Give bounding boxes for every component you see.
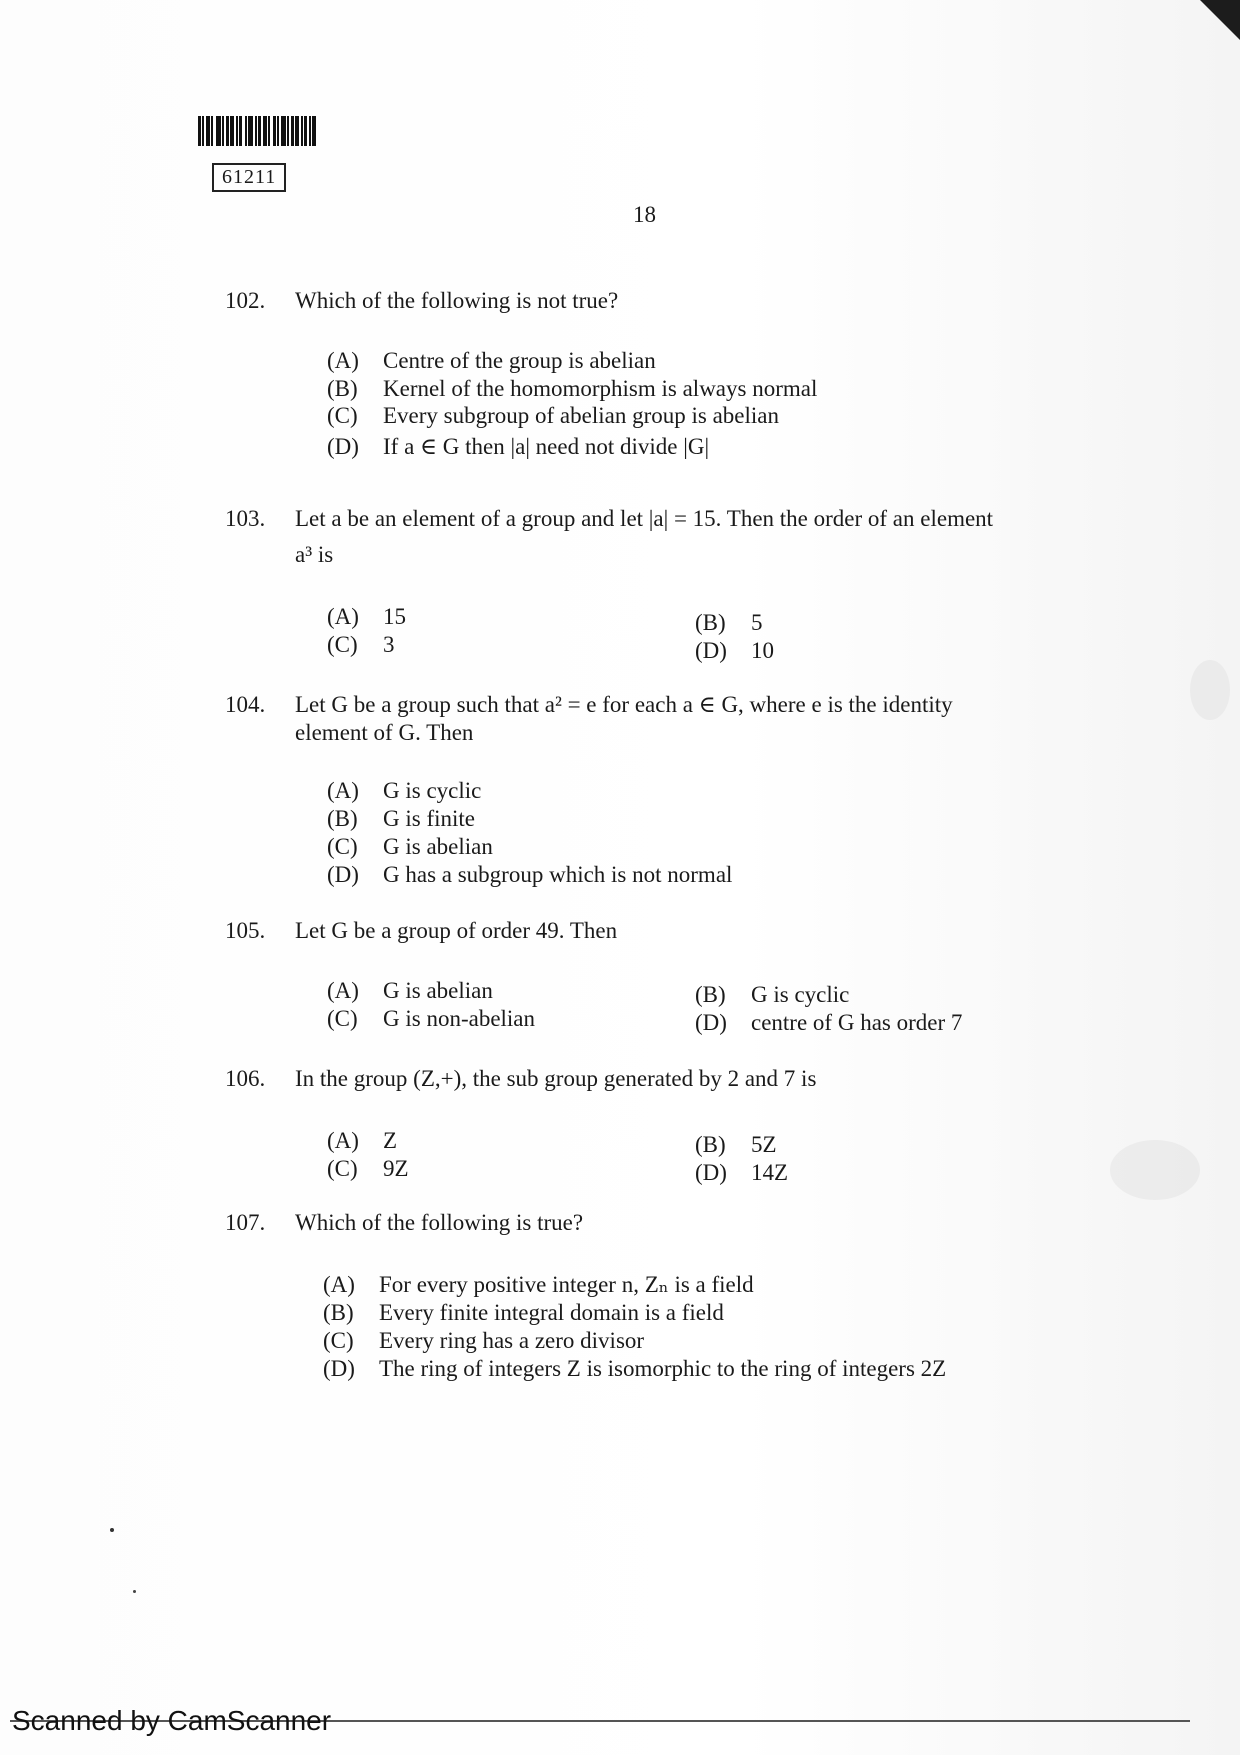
question-103 bbox=[225, 506, 1125, 666]
question-105 bbox=[225, 918, 1125, 1038]
question-text: Which of the following is not true? bbox=[295, 288, 619, 313]
question-number: 102. bbox=[225, 288, 266, 313]
scan-speck bbox=[110, 1528, 114, 1532]
question-text: Which of the following is true? bbox=[295, 1210, 584, 1235]
option-b: (B) 5 bbox=[695, 610, 763, 635]
scanner-watermark: Scanned by CamScanner bbox=[12, 1705, 332, 1736]
option-b: (B) Kernel of the homomorphism is always normal bbox=[327, 376, 818, 401]
option-a: (A) For every positive integer n, Zₙ is a field bbox=[323, 1272, 754, 1297]
question-106 bbox=[225, 1066, 1125, 1186]
option-d: (D) G has a subgroup which is not normal bbox=[327, 862, 733, 887]
option-a: (A) Z bbox=[327, 1128, 398, 1153]
question-text: Let G be a group of order 49. Then bbox=[295, 918, 618, 943]
question-number: 107. bbox=[225, 1210, 266, 1235]
option-c: (C) G is non-abelian bbox=[327, 1006, 536, 1031]
option-b: (B) 5Z bbox=[695, 1132, 777, 1157]
option-b: (B) G is finite bbox=[327, 806, 475, 831]
option-d: (D) centre of G has order 7 bbox=[695, 1010, 963, 1035]
question-text: Let a be an element of a group and let |a| = 15. Then the order of an element bbox=[295, 506, 994, 531]
option-c: (C) Every subgroup of abelian group is abelian bbox=[327, 403, 779, 428]
question-102 bbox=[225, 288, 1125, 468]
question-number: 103. bbox=[225, 506, 266, 531]
question-text: Let G be a group such that a² = e for each a ∈ G, where e is the identity bbox=[295, 692, 953, 717]
option-a: (A) G is cyclic bbox=[327, 778, 482, 803]
option-a: (A) 15 bbox=[327, 604, 406, 629]
option-d: (D) 14Z bbox=[695, 1160, 789, 1185]
option-b: (B) G is cyclic bbox=[695, 982, 850, 1007]
option-d: (D) If a ∈ G then |a| need not divide |G| bbox=[327, 434, 710, 459]
option-c: (C) G is abelian bbox=[327, 834, 493, 859]
scan-smudge bbox=[1110, 1140, 1200, 1200]
question-number: 104. bbox=[225, 692, 266, 717]
question-number: 106. bbox=[225, 1066, 266, 1091]
page-corner-shadow bbox=[1200, 0, 1240, 40]
option-a: (A) Centre of the group is abelian bbox=[327, 348, 656, 373]
question-104 bbox=[225, 692, 1125, 892]
page-number: 18 bbox=[633, 202, 656, 227]
option-c: (C) Every ring has a zero divisor bbox=[323, 1328, 645, 1353]
option-a: (A) G is abelian bbox=[327, 978, 493, 1003]
option-c: (C) 9Z bbox=[327, 1156, 409, 1181]
scan-speck bbox=[133, 1590, 136, 1593]
question-107 bbox=[225, 1210, 1125, 1400]
scan-smudge bbox=[1190, 660, 1230, 720]
option-d: (D) The ring of integers Z is isomorphic to the ring of integers 2Z bbox=[323, 1356, 947, 1381]
option-d: (D) 10 bbox=[695, 638, 774, 663]
option-c: (C) 3 bbox=[327, 632, 395, 657]
question-text-continued: element of G. Then bbox=[295, 720, 474, 745]
question-text: In the group (Z,+), the sub group generated by 2 and 7 is bbox=[295, 1066, 817, 1091]
paper-code: 61211 bbox=[212, 163, 286, 192]
option-b: (B) Every finite integral domain is a field bbox=[323, 1300, 724, 1325]
question-number: 105. bbox=[225, 918, 266, 943]
barcode-image bbox=[198, 116, 358, 146]
question-text-continued: a³ is bbox=[295, 542, 334, 567]
